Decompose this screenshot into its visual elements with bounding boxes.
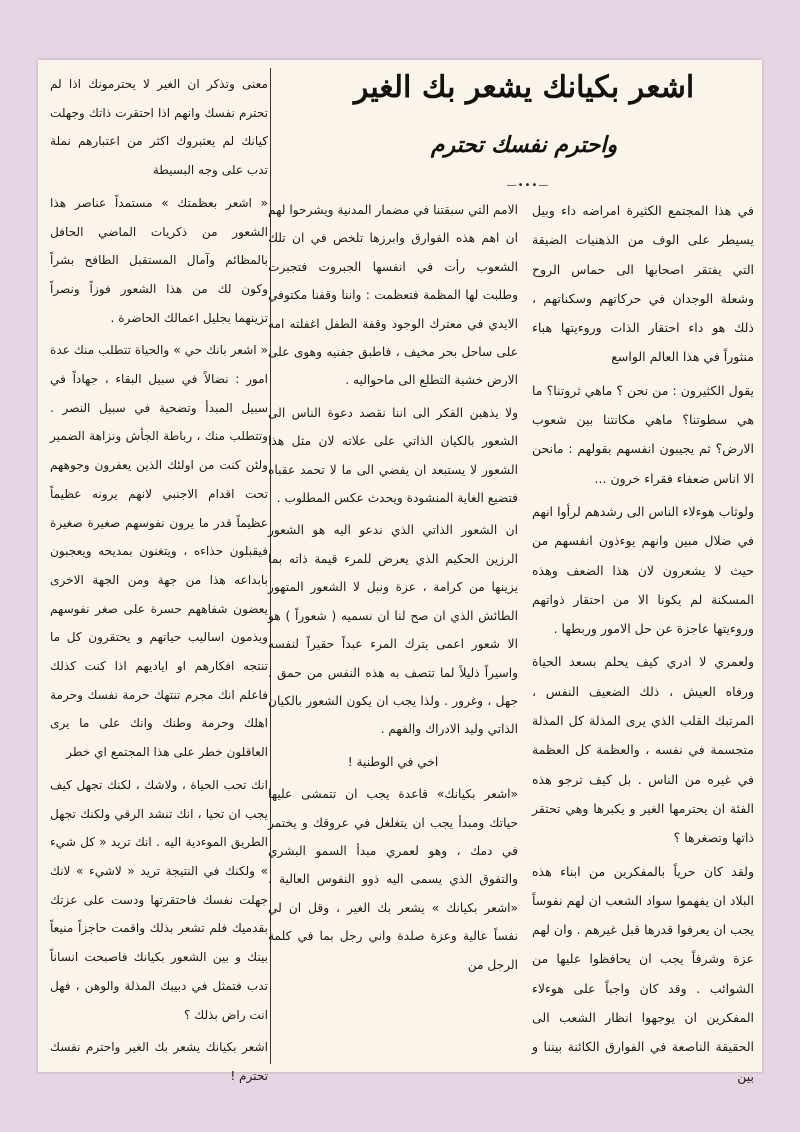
paragraph: ولقد كان حرياً بالمفكرين من ابناء هذه البلاد ان يفهموا سواد الشعب ان لهم نفوساً يجب ان يعرفوا قدرها قبل غيرهم . وان لهم عزة وشرفاً يجب ان يحافظوا عليها من الشوائب . وقد كان واجباً على هوءلاء المفكرين ان يوجهوا انظار الشعب الى الحقيقة الناصعة في الفوارق الكائنة بيننا و بين [532,863,754,1084]
paragraph: ولعمري لا ادري كيف يحلم بسعد الحياة ورفاه العيش ، ذلك الضعيف النفس ، المرتبك القلب الذي يرى المذلة كل المذلة متجسمة في نفسه ، والعظمة كل العظمة في غيره من الناس . بل كيف ترجو هذه الفئة ان يحترمها الغير و يكبرها وهي تحتقر ذاتها وتصغرها ؟ [532,654,754,846]
paragraph: «اشعر بكيانك» قاعدة يجب ان تتمشى عليها حياتك ومبدأ يجب ان يتغلغل في عروقك و يختمر في دمك ، وهو لعمري مبدأ السمو البشري والتفوق الذي يسمى اليه ذوو النفوس العالية . «اشعر بكيانك » يشعر بك الغير ، وقل ان لي نفساً عالية وعزة صلدة واني رجل بما في كلمة الرجل من [268,787,518,972]
paragraph: « اشعر بعظمتك » مستمداً عناصر هذا الشعور من ذكريات الماضي الحافل بالمظائم وآمال المستقبل الطافح بشراً وكون لك من هذا الشعور فوزاً ونصراً تزينهما بجليل اعمالك الحاضرة . [50,195,268,325]
paragraph: معنى وتذكر ان الغير لا يحترمونك اذا لم تحترم نفسك وانهم اذا احتقرت ذاتك وجهلت كيانك لم يعتبروك اكثر من اعتبارهم نملة تدب على وجه البسيطة [50,77,268,178]
paragraph: الامم التي سبقتنا في مضمار المدنية ويشرحوا لهم ان اهم هذه الفوارق وابرزها تلخص في ان تلك الشعوب رأت في انفسها الجبروت فتجبرت وطلبت لها المظمة فتعظمت : واننا وقفنا مكتوفي الايدي في معترك الوجود وقفة الطفل اغفلته امه على ساحل بحر مخيف ، فاطبق جفنيه وهوى على الارض خشية التطلع الى ماحواليه . [268,203,518,388]
article-subtitle: واحترم نفسك تحترم [430,132,618,158]
paragraph: اشعر بكيانك يشعر بك الغير واحترم نفسك تحترم ! [50,1040,268,1083]
article-column-right [532,196,754,1084]
paragraph: ان الشعور الذاتي الذي ندعو اليه هو الشعور الرزين الحكيم الذي يعرض للمرء قيمة ذاته بما يزينها من كرامة ، عزة ونبل لا الشعور المتهور الطائش الذي ان صح لنا ان نسميه ( شعوراً ) هو الا شعور اعمى يترك المرء عبداً حقيراً لنفسه واسيراً ذليلاً لما تتصف به هذه النفس من حمق ، جهل ، وغرور . ولذا يجب ان يكون الشعور بالكيان الذاتي وليد الادراك والفهم . [268,523,518,737]
paragraph: في هذا المجتمع الكثيرة امراضه داء وبيل يسيطر على الوف من الذهنيات الضيقة التي يفتقر اصحابها الى حماس الروح وشعلة الوجدان في حركاتهم وسكناتهم ، ذلك هو داء احتقار الذات وروءيتها هباء منثوراً في هذا العالم الواسع [532,203,754,365]
paragraph: انك تحب الحياة ، ولاشك ، لكنك تجهل كيف يجب ان تحيا ، انك تنشد الرقي ولكنك تجهل الطريق الموءدية اليه . انك تريد « كل شيء » ولكنك في النتيجة تريد « لاشيء » لانك جهلت نفسك فاحتقرتها ودست على عزتك بقدميك فلم تشعر بذلك واقمت حاجزاً منيعاً بينك و بين الشعور بكيانك فاصبحت انساناً تدب فتمثل في دبيبك المذلة والوهن ، فهل انت راض بذلك ؟ [50,777,268,1022]
article-column-middle [268,196,518,1064]
paragraph: « اشعر بانك حي » والحياة تتطلب منك عدة امور : نضالاً في سبيل البقاء ، جهاداً في سبيل المبدأ وتضحية في سبيل النصر . وتتطلب منك ، رباطة الجأش ونزاهة الضمير ولئن كنت من اولئك الذين يعفرون وجوههم تحت اقدام الاجنبي لانهم يرونه عظيماً عظيماً قدر ما يرون نفوسهم صغيرة صغيرة فيقبلون حذاءه ، ويتغنون بمديحه ويعجبون بابداعه هذا من جهة ومن الجهة الاخرى يعضون شفاههم حسرة على صغر نفوسهم ويذمون اساليب حياتهم و يحتقرون كل ما تنتجه افكارهم او اياديهم اذا كنت كذلك فاعلم انك مجرم تنتهك حرمة نفسك وحرمة اهلك وحرمة وطنك وانك على ما يرى العاقلون خطر على هذا المجتمع اي خطر [50,343,268,760]
paragraph: ولوثاب هوءلاء الناس الى رشدهم لرأوا انهم في ضلال مبين وانهم يوءذون انفسهم من حيث لا يشعرون لان هذا الضعف وهذه المسكنة لم يكونا الا من احتقار ذواتهم وروءيتها عاجزة عن حل الامور وربطها . [532,503,754,637]
newspaper-page [38,60,762,1084]
title-ornament: —•••— [506,180,550,191]
paragraph: اخي في الوطنية ! [347,754,439,769]
paragraph: ولا يذهبن الفكر الى اننا نقصد دعوة الناس الى الشعور بالكيان الذاتي على علاته لان مثل هذا الشعور لا يستبعد ان يفضي الى ما لا تحمد عقباه فتضيع الغاية المنشودة ويحدث عكس المطلوب . [268,405,518,506]
article-title: اشعر بكيانك يشعر بك الغير [353,70,695,105]
paragraph: يقول الكثيرون : من نحن ؟ ماهي ثروتنا؟ ما هي سطوتنا؟ ماهي مكانتنا بين شعوب الارض؟ ثم يجيبون انفسهم بقولهم : مانحن الا اناس ضعفاء فقراء خرون ... [532,382,754,486]
article-column-left [50,70,268,1083]
